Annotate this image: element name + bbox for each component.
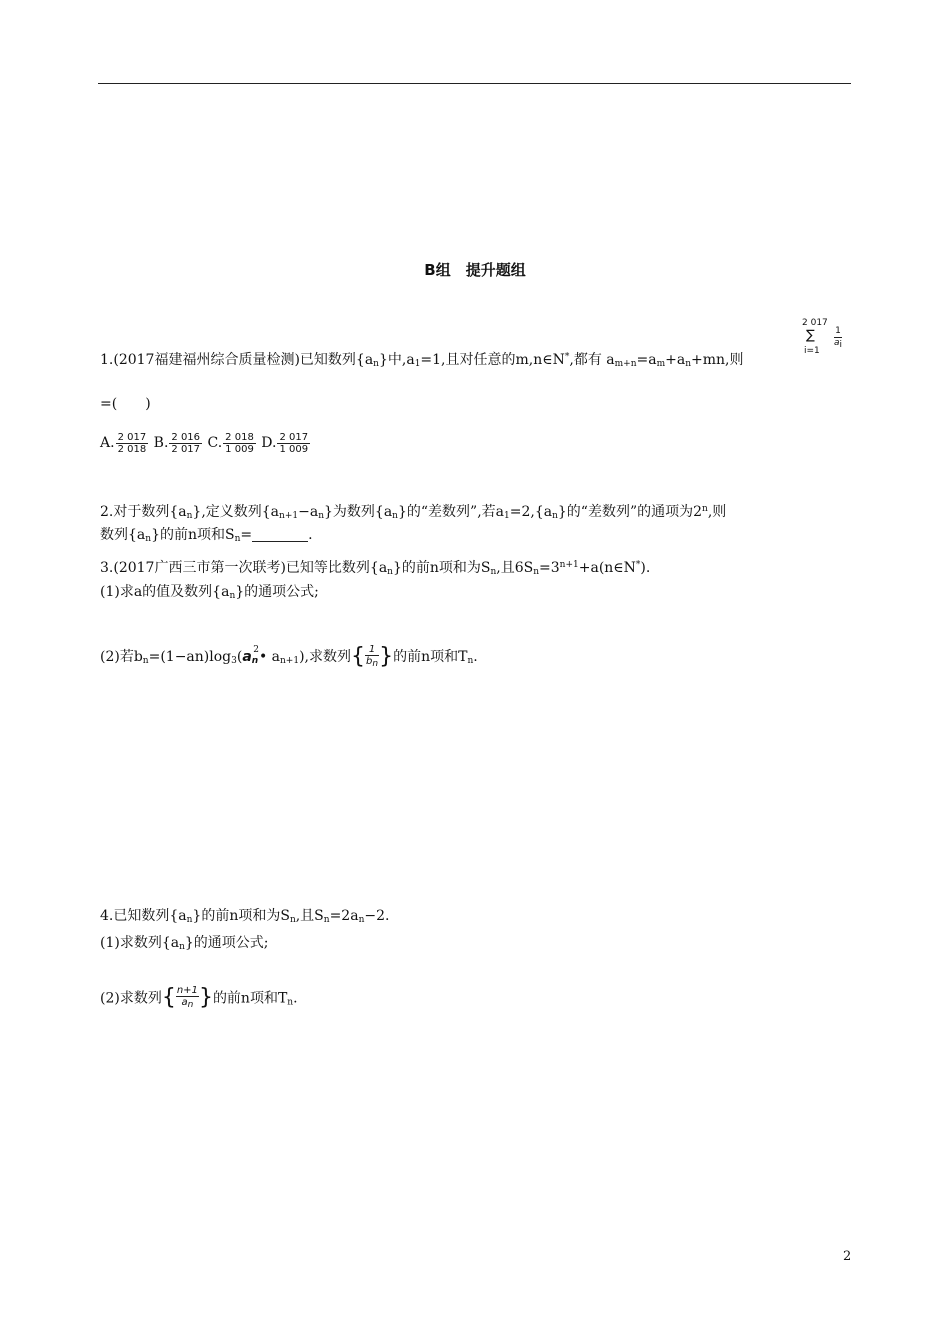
sum-fraction [834,326,842,351]
summation-expression [800,318,852,362]
q1-options [100,428,311,458]
option-d[interactable]: D. $\frac{2 017}{1 009}$ [261,431,309,455]
q4-part1: (1)求数列$\{a_n\}$的通项公式; [100,935,269,952]
q2-line2: 数列$\{a_n\}$的前n项和$S_n=$ . [100,527,313,544]
q3-part2: (2)若$b_n=(1-an)\log_3(a_n^2•$ $a_{n+1}$),求数列{ $\frac{1}{bn}$ }的前n项和$T_n$. [100,632,478,679]
option-a[interactable]: A. $\frac{2 017}{2 018}$ [100,431,147,455]
q4-part2: (2)求数列{ $\frac{n+1}{an}$ }的前n项和$T_n$. [100,978,298,1023]
q3-stem: 3.(2017广西三市第一次联考)已知等比数列$\{a_n\}$的前n项和为$S_n$,且$6S_n=3^{n+1}+a(n\in N^*)$. [100,560,651,577]
a-n-squared: $a_n$ [242,649,259,666]
answer-blank[interactable] [252,527,308,542]
header-rule [98,83,851,84]
sum-numerator: 1 [835,326,841,336]
page-number: 2 [843,1249,852,1264]
q2-line1: 2.对于数列$\{a_n\}$,定义数列$\{a_{n+1}-a_n\}$为数列$\{a_n\}$的“差数列”,若$a_1=2,\{a_n\}$的“差数列”的通项为2$^n$,则 [100,504,727,521]
sequence-1-over-bn: { $\frac{1}{bn}$ } [351,643,394,669]
sum-upper-limit: 2 017 [802,318,828,328]
q1-equals-blank: =( ) [100,396,151,412]
sum-denominator: ai [834,338,843,350]
q4-stem: 4.已知数列$\{a_n\}$的前n项和为$S_n$,且$S_n=2a_n-2$. [100,908,390,925]
option-c[interactable]: C. $\frac{2 018}{1 009}$ [207,431,254,455]
sigma-icon: ∑ [806,328,815,343]
q3-part1: (1)求a的值及数列$\{a_n\}$的通项公式; [100,584,319,601]
sequence-n-plus-1-over-an: { $\frac{n+1}{an}$ } [161,985,213,1010]
option-b[interactable]: B. $\frac{2 016}{2 017}$ [153,431,201,455]
q1-stem: 1.(2017福建福州综合质量检测)已知数列$\{a_n\}$中$,a_1=1$,且对任意的m,n∈N*,都有 $a_{m+n}=a_m+a_n+mn$,则 [100,352,744,369]
section-title: B组 提升题组 [424,261,526,279]
sum-lower-limit: i=1 [804,346,820,356]
